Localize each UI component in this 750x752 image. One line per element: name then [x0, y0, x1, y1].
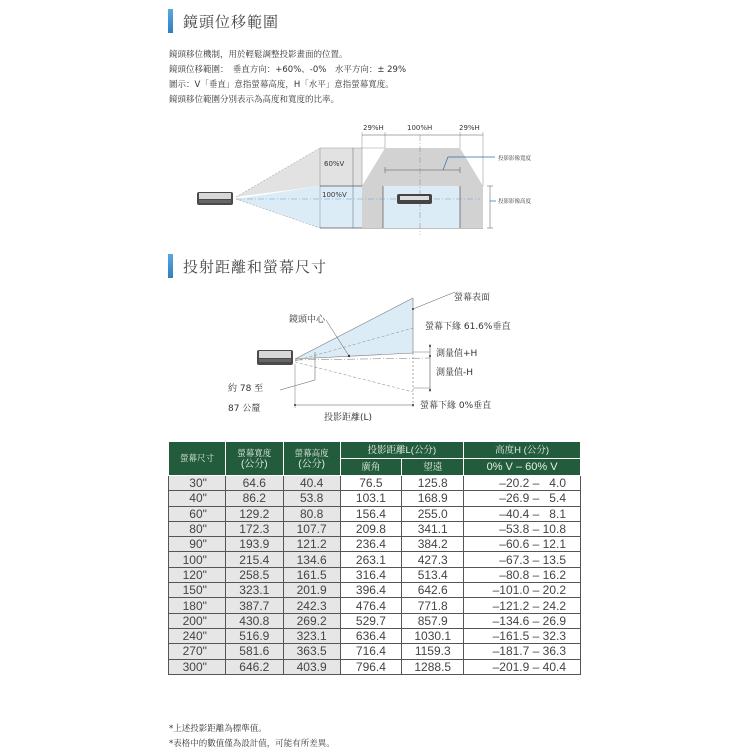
label-29h-right: 29%H [459, 124, 480, 132]
label-29h-left: 29%H [363, 124, 384, 132]
cell-screen-height: 80.8 [283, 506, 340, 521]
table-row [169, 659, 581, 674]
label-measure-plus: 測量值+H [436, 349, 478, 359]
label-approx-line1: 約 78 至 [228, 384, 264, 394]
cell-throw-tele: 384.2 [402, 537, 464, 552]
cell-throw-wide: 236.4 [340, 537, 402, 552]
section-title-text: 投射距離和螢幕尺寸 [183, 257, 328, 276]
table-row [169, 506, 581, 521]
cell-screen-width: 215.4 [225, 552, 283, 567]
table-row [169, 476, 581, 491]
cell-screen-height: 269.2 [283, 613, 340, 628]
cell-throw-tele: 771.8 [402, 598, 464, 613]
header-wide: 廣角 [340, 459, 402, 476]
cell-screen-size: 120" [169, 567, 226, 582]
cell-throw-tele: 341.1 [402, 521, 464, 536]
cell-throw-wide: 796.4 [340, 659, 402, 674]
label-100v: 100%V [322, 191, 347, 199]
cell-throw-wide: 316.4 [340, 567, 402, 582]
accent-bar [168, 254, 173, 278]
cell-screen-height: 363.5 [283, 644, 340, 659]
cell-screen-width: 172.3 [225, 521, 283, 536]
table-row [169, 598, 581, 613]
section-title-throw-distance [168, 254, 327, 278]
cell-height-range: –67.3 – 13.5 [464, 552, 581, 567]
cell-screen-size: 40" [169, 491, 226, 506]
cell-throw-tele: 427.3 [402, 552, 464, 567]
label-bottom-0: 螢幕下緣 0%垂直 [420, 401, 492, 411]
cell-screen-width: 64.6 [225, 476, 283, 491]
cell-throw-tele: 255.0 [402, 506, 464, 521]
cell-screen-height: 53.8 [283, 491, 340, 506]
header-height-h: 高度H (公分) [464, 442, 581, 459]
label-image-width: 投影影像寬度 [498, 156, 532, 162]
cell-height-range: –20.2 – 4.0 [464, 476, 581, 491]
projector-icon [197, 192, 233, 205]
cell-screen-size: 90" [169, 537, 226, 552]
cell-height-range: –201.9 – 40.4 [464, 659, 581, 674]
cell-throw-tele: 168.9 [402, 491, 464, 506]
cell-screen-size: 150" [169, 583, 226, 598]
cell-height-range: –53.8 – 10.8 [464, 521, 581, 536]
label-image-height: 投影影像高度 [498, 199, 532, 205]
cell-throw-tele: 125.8 [402, 476, 464, 491]
cell-screen-width: 258.5 [225, 567, 283, 582]
label-measure-minus: 測量值-H [436, 368, 474, 378]
cell-height-range: –161.5 – 32.3 [464, 628, 581, 643]
cell-screen-width: 387.7 [225, 598, 283, 613]
label-100h: 100%H [407, 124, 433, 132]
cell-screen-width: 581.6 [225, 644, 283, 659]
cell-screen-height: 107.7 [283, 521, 340, 536]
cell-screen-size: 80" [169, 521, 226, 536]
cell-height-range: –134.6 – 26.9 [464, 613, 581, 628]
description-line: 鏡頭移位機制，用於輕鬆調整投影畫面的位置。 [169, 50, 348, 60]
cell-screen-height: 242.3 [283, 598, 340, 613]
cell-screen-width: 86.2 [225, 491, 283, 506]
cell-screen-size: 30" [169, 476, 226, 491]
footnote: *上述投影距離為標準值。 [169, 724, 267, 734]
cell-screen-width: 323.1 [225, 583, 283, 598]
table-row [169, 644, 581, 659]
cell-screen-size: 180" [169, 598, 226, 613]
cell-screen-width: 516.9 [225, 628, 283, 643]
throw-distance-diagram [0, 280, 750, 430]
cell-screen-height: 403.9 [283, 659, 340, 674]
cell-screen-size: 60" [169, 506, 226, 521]
table-row [169, 521, 581, 536]
cell-height-range: –26.9 – 5.4 [464, 491, 581, 506]
cell-throw-tele: 1288.5 [402, 659, 464, 674]
header-screen-size: 螢幕尺寸 [169, 442, 226, 476]
footnotes [169, 722, 335, 752]
cell-screen-size: 100" [169, 552, 226, 567]
cell-screen-height: 40.4 [283, 476, 340, 491]
label-screen-surface: 螢幕表面 [454, 293, 491, 303]
cell-screen-height: 323.1 [283, 628, 340, 643]
label-approx-line2: 87 公釐 [228, 404, 261, 414]
cell-screen-width: 129.2 [225, 506, 283, 521]
cell-throw-wide: 76.5 [340, 476, 402, 491]
cell-throw-wide: 476.4 [340, 598, 402, 613]
cell-throw-tele: 1030.1 [402, 628, 464, 643]
header-screen-width: 螢幕寬度 (公分) [225, 442, 283, 476]
table-row [169, 491, 581, 506]
header-height-range: 0% V – 60% V [464, 459, 581, 476]
cell-screen-width: 430.8 [225, 613, 283, 628]
cell-throw-wide: 156.4 [340, 506, 402, 521]
cell-screen-size: 200" [169, 613, 226, 628]
description-line: 圖示：V「垂直」意指螢幕高度，H「水平」意指螢幕寬度。 [169, 80, 394, 90]
cell-throw-wide: 716.4 [340, 644, 402, 659]
cell-height-range: –181.7 – 36.3 [464, 644, 581, 659]
cell-throw-wide: 103.1 [340, 491, 402, 506]
cell-screen-height: 201.9 [283, 583, 340, 598]
cell-screen-height: 134.6 [283, 552, 340, 567]
cell-throw-wide: 529.7 [340, 613, 402, 628]
cell-throw-tele: 642.6 [402, 583, 464, 598]
cell-screen-size: 270" [169, 644, 226, 659]
label-lens-center: 鏡頭中心 [289, 315, 326, 325]
header-tele: 望遠 [402, 459, 464, 476]
header-throw-distance: 投影距離L(公分) [340, 442, 464, 459]
footnote: *表格中的數值僅為設計值，可能有所差異。 [169, 739, 335, 749]
cell-throw-wide: 636.4 [340, 628, 402, 643]
description-line: 鏡頭位移範圍： 垂直方向：+60%、-0% 水平方向：± 29% [169, 65, 407, 75]
cell-throw-wide: 263.1 [340, 552, 402, 567]
cell-height-range: –60.6 – 12.1 [464, 537, 581, 552]
cell-screen-size: 240" [169, 628, 226, 643]
table-row [169, 583, 581, 598]
cell-screen-width: 646.2 [225, 659, 283, 674]
cell-height-range: –80.8 – 16.2 [464, 567, 581, 582]
section-title-text: 鏡頭位移範圍 [183, 12, 280, 31]
cell-throw-wide: 396.4 [340, 583, 402, 598]
label-60v: 60%V [324, 160, 345, 168]
description-line: 鏡頭移位範圍分別表示為高度和寬度的比率。 [169, 95, 340, 105]
cell-height-range: –121.2 – 24.2 [464, 598, 581, 613]
cell-height-range: –101.0 – 20.2 [464, 583, 581, 598]
header-screen-height: 螢幕高度 (公分) [283, 442, 340, 476]
cell-height-range: –40.4 – 8.1 [464, 506, 581, 521]
cell-throw-wide: 209.8 [340, 521, 402, 536]
lens-shift-diagram [0, 0, 750, 250]
table-row [169, 628, 581, 643]
cell-screen-height: 161.5 [283, 567, 340, 582]
cell-screen-width: 193.9 [225, 537, 283, 552]
cell-screen-size: 300" [169, 659, 226, 674]
table-row [169, 552, 581, 567]
throw-distance-table [168, 441, 581, 675]
cell-throw-tele: 513.4 [402, 567, 464, 582]
table-row [169, 567, 581, 582]
projector-icon [257, 350, 293, 365]
table-row [169, 537, 581, 552]
label-throw-distance: 投影距離(L) [324, 413, 373, 423]
cell-throw-tele: 857.9 [402, 613, 464, 628]
table-row [169, 613, 581, 628]
cell-throw-tele: 1159.3 [402, 644, 464, 659]
label-bottom-616: 螢幕下緣 61.6%垂直 [425, 322, 511, 332]
cell-screen-height: 121.2 [283, 537, 340, 552]
